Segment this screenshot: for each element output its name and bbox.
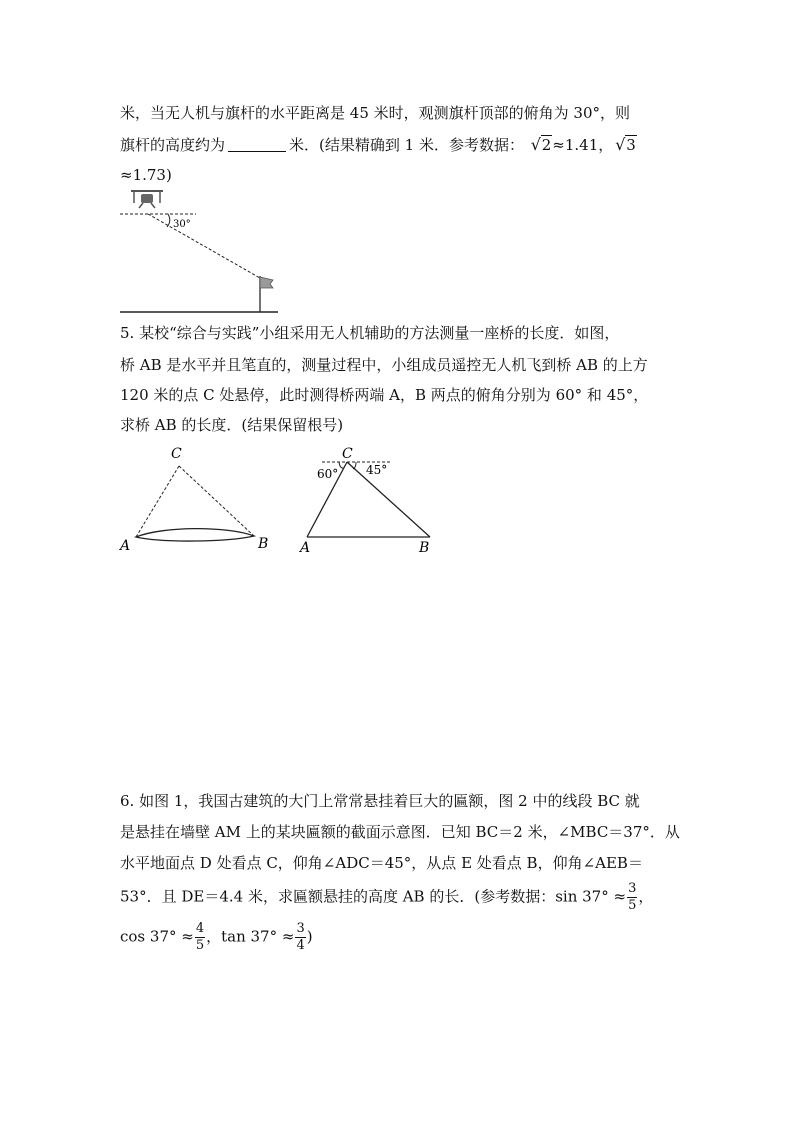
fraction-cos: $\frac{4}{5}$	[195, 921, 205, 953]
tri-point-a-label: A	[300, 540, 311, 556]
sight-line	[148, 214, 260, 278]
problem5-line1: 5. 某校“综合与实践”小组采用无人机辅助的方法测量一座桥的长度．如图，	[120, 324, 620, 342]
bridge-figure	[118, 442, 278, 557]
triangle-figure	[296, 442, 446, 557]
fraction-sin: $\frac{3}{5}$	[628, 881, 637, 913]
problem6-line1: 6. 如图 1，我国古建筑的大门上常常悬挂着巨大的匾额，图 2 中的线段 BC 就	[120, 792, 640, 810]
angle-arc-60	[339, 462, 344, 468]
problem6-line4	[120, 881, 653, 914]
problem4-line2	[120, 134, 637, 155]
sqrt-3: √ 3	[615, 135, 636, 154]
sqrt-2: √ 2	[530, 135, 552, 154]
problem4-line2-text-a: 旗杆的高度约为	[120, 136, 226, 154]
dashed-cb	[179, 466, 254, 536]
tri-point-b-label: B	[419, 540, 430, 556]
point-a-label: A	[120, 538, 131, 554]
problem6-line4-text: 53°．且 DE＝4.4 米，求匾额悬挂的高度 AB 的长．(参考数据：sin 37° ≈	[120, 887, 627, 906]
problem4-line2-text-b: 米．(结果精确到 1 米．参考数据：	[289, 136, 524, 154]
bridge-shape	[136, 529, 254, 541]
point-c-label: C	[171, 446, 182, 462]
dashed-ca	[136, 466, 179, 537]
close-paren: )	[306, 927, 313, 946]
answer-blank	[228, 137, 286, 152]
tan-label: ，tan 37° ≈	[206, 927, 295, 946]
problem4-line1: 米，当无人机与旗杆的水平距离是 45 米时，观测旗杆顶部的俯角为 30°，则	[120, 104, 630, 122]
point-b-label: B	[258, 536, 269, 552]
problem4-line3: ≈1.73)	[120, 166, 172, 184]
angle-label: 30°	[173, 219, 191, 230]
side-cb	[347, 462, 430, 537]
flag-icon	[260, 276, 273, 312]
problem6-line2: 是悬挂在墙壁 AM 上的某块匾额的截面示意图．已知 BC＝2 米，∠MBC＝37°．从	[120, 823, 680, 841]
tri-point-c-label: C	[342, 446, 353, 462]
angle-label-60: 60°	[317, 467, 339, 481]
problem5-line4: 求桥 AB 的长度．(结果保留根号)	[120, 416, 344, 434]
problem5-line2: 桥 AB 是水平并且笔直的，测量过程中，小组成员遥控无人机飞到桥 AB 的上方	[120, 356, 648, 374]
separator: ，	[638, 887, 654, 906]
problem5-line3: 120 米的点 C 处悬停，此时测得桥两端 A，B 两点的俯角分别为 60° 和 45°，	[120, 386, 649, 404]
problem6-line3: 水平地面点 D 处看点 C，仰角∠ADC＝45°，从点 E 处看点 B，仰角∠AEB＝	[120, 854, 643, 872]
approx-value-1: ≈1.41，	[552, 136, 614, 154]
cos-label: cos 37° ≈	[120, 927, 194, 946]
angle-label-45: 45°	[366, 463, 388, 477]
drone-flag-figure	[118, 188, 288, 318]
fraction-tan: $\frac{3}{4}$	[296, 921, 305, 953]
drone-icon	[131, 191, 163, 208]
problem6-line5	[120, 921, 313, 954]
